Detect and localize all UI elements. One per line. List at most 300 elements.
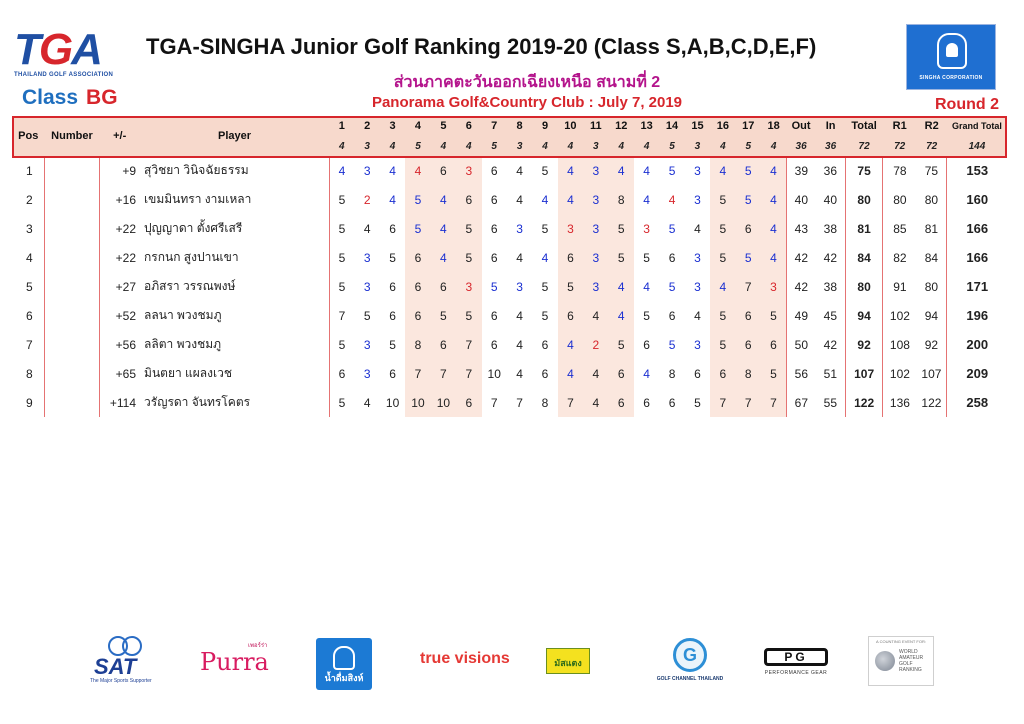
player-name: ลลนา พวงชมภู [144,308,222,322]
hole-3-score: 6 [389,308,396,323]
hole-14-score: 6 [668,308,676,323]
hole-9-score: 8 [541,395,549,410]
hole-5-score: 7 [431,359,456,388]
number-cell [45,301,100,330]
player-name: ลลิตา พวงชมภู [144,337,222,351]
r1-cell: 102 [883,359,917,388]
in-cell: 38 [823,279,837,294]
table-row [12,301,1007,330]
hole-1-score: 7 [329,301,354,330]
score-table [12,116,1007,417]
out-cell: 67 [786,388,815,417]
hole-18-score: 7 [761,388,786,417]
par-r1: 72 [894,140,906,152]
grand-total-cell: 166 [947,214,1007,243]
hole-6-score: 5 [456,214,481,243]
plusminus-cell: +52 [115,308,137,323]
plusminus-cell: +114 [109,395,137,410]
table-row [12,272,1007,301]
hole-6-score: 6 [456,185,481,214]
r1-cell: 85 [883,214,917,243]
plusminus-cell: +22 [115,221,137,236]
class-prefix: Class [22,86,79,109]
hole-11-score: 3 [583,156,608,185]
hole-16-score: 5 [710,243,735,272]
hole-1-score: 5 [329,272,354,301]
hole-8-header: 8 [516,120,523,132]
par-11: 3 [593,140,599,152]
hole-3-score: 4 [389,163,396,178]
par-4: 5 [415,140,421,152]
hole-13-score: 4 [643,192,650,207]
total-cell: 75 [845,156,883,185]
hole-9-score: 6 [541,337,549,352]
par-16: 4 [720,140,726,152]
r2-cell: 75 [924,163,939,178]
round-label: Round 2 [935,96,999,113]
number-cell [45,359,100,388]
r2-cell: 94 [924,308,939,323]
pos-cell: 5 [26,279,33,294]
par-17: 5 [745,140,752,152]
hole-15-score: 3 [694,279,701,294]
hole-9-score: 5 [541,163,549,178]
hole-13-score: 4 [643,163,650,178]
par-r2: 72 [926,140,938,152]
col-number: Number [51,130,93,142]
hole-7-score: 5 [490,279,498,294]
table-row [12,330,1007,359]
hole-14-score: 5 [668,337,676,352]
hole-12-score: 5 [609,214,634,243]
hole-3-score: 5 [389,337,396,352]
truevisions-logo: true visions [420,650,510,667]
hole-11-header: 11 [590,120,602,132]
hole-7-score: 10 [487,366,501,381]
singha-corporation-logo [906,24,996,90]
table-row [12,185,1007,214]
hole-5-score: 4 [431,243,456,272]
hole-8-score: 4 [516,366,523,381]
pos-cell: 6 [26,308,33,323]
hole-16-score: 5 [710,330,735,359]
hole-1-score: 5 [329,185,354,214]
hole-2-score: 3 [363,366,371,381]
hole-14-score: 5 [668,221,676,236]
out-cell: 42 [786,272,815,301]
hole-1-score: 5 [329,388,354,417]
hole-4-score: 7 [405,359,430,388]
golf-channel-caption: GOLF CHANNEL THAILAND [656,676,724,682]
purra-logo [196,628,276,688]
hole-11-score: 4 [583,301,608,330]
grand-total-cell: 209 [947,359,1007,388]
total-cell: 122 [845,388,883,417]
col-r2: R2 [924,120,939,132]
par-5: 4 [440,140,447,152]
hole-10-score: 5 [558,272,583,301]
hole-6-score: 7 [456,330,481,359]
hole-3-score: 10 [385,395,400,410]
hole-7-score: 6 [490,163,498,178]
hole-6-header: 6 [465,120,472,132]
hole-14-score: 6 [668,395,676,410]
hole-15-score: 3 [694,163,701,178]
hole-9-score: 5 [541,279,549,294]
hole-13-score: 5 [643,308,650,323]
golf-channel-logo [656,628,724,688]
hole-17-score: 6 [736,214,761,243]
hole-17-score: 8 [736,359,761,388]
hole-9-score: 4 [541,192,549,207]
number-cell [45,185,100,214]
hole-4-score: 6 [405,272,430,301]
hole-15-score: 4 [694,221,701,236]
grand-total-cell: 171 [947,272,1007,301]
hole-4-score: 10 [405,388,430,417]
hole-10-score: 4 [558,330,583,359]
hole-13-header: 13 [640,120,653,132]
sponsor-strip [0,628,1024,698]
mustang-wordmark: มัสแตง [554,658,582,668]
waggr-top-text: A COUNTING EVENT FOR: [876,639,926,644]
player-name: เขมมินทรา งามเหลา [144,192,252,206]
hole-14-score: 4 [668,192,676,207]
hole-9-header: 9 [541,120,549,132]
pos-cell: 1 [26,163,33,178]
venue-date: Panorama Golf&Country Club : July 7, 2019 [371,94,683,111]
hole-15-score: 3 [694,192,701,207]
hole-5-score: 10 [431,388,456,417]
tga-logo: TGA THAILAND GOLF ASSOCIATION [14,30,116,82]
grand-total-cell: 160 [947,185,1007,214]
hole-7-header: 7 [491,120,498,132]
hole-18-score: 4 [761,243,786,272]
out-cell: 39 [786,156,815,185]
player-name: ปุญญาดา ตั้งศรีเสรี [144,221,243,235]
golf-channel-icon [673,638,707,672]
hole-12-score: 4 [609,272,634,301]
hole-5-score: 6 [431,330,456,359]
hole-4-score: 5 [405,214,430,243]
hole-12-score: 5 [609,243,634,272]
hole-16-score: 5 [710,214,735,243]
total-cell: 80 [845,272,883,301]
total-cell: 92 [845,330,883,359]
total-cell: 84 [845,243,883,272]
total-cell: 81 [845,214,883,243]
hole-15-score: 3 [694,250,701,265]
hole-1-score: 5 [329,214,354,243]
par-out: 36 [795,140,807,152]
hole-3-header: 3 [389,120,396,132]
total-cell: 107 [845,359,883,388]
r1-cell: 80 [883,185,917,214]
singha-water-caption: น้ำดื่มสิงห์ [324,673,364,683]
hole-5-score: 6 [431,156,456,185]
out-cell: 40 [786,185,815,214]
hole-1-score: 6 [329,359,354,388]
hole-8-score: 4 [516,308,523,323]
out-cell: 43 [786,214,815,243]
hole-1-score: 5 [329,330,354,359]
col-in: In [825,120,836,132]
hole-12-score: 4 [609,156,634,185]
table-row [12,359,1007,388]
page-subtitle: ส่วนภาคตะวันออกเฉียงเหนือ สนามที่ 2 [393,74,661,91]
singha-water-logo [316,638,372,690]
golf-ball-icon [875,651,895,671]
pos-cell: 8 [26,366,33,381]
hole-11-score: 3 [583,214,608,243]
plusminus-cell: +56 [115,337,137,352]
hole-5-score: 5 [431,301,456,330]
out-cell: 50 [786,330,815,359]
hole-4-score: 6 [405,243,430,272]
total-cell: 80 [845,185,883,214]
plusminus-cell: +27 [115,279,137,294]
hole-2-score: 2 [363,192,371,207]
hole-15-score: 6 [694,366,701,381]
par-15: 3 [694,140,701,152]
hole-10-score: 3 [558,214,583,243]
par-3: 4 [389,140,396,152]
hole-4-header: 4 [414,120,422,132]
par-13: 4 [643,140,650,152]
hole-17-score: 5 [736,156,761,185]
hole-14-score: 5 [668,163,676,178]
hole-8-score: 4 [516,337,523,352]
in-cell: 45 [823,308,837,323]
player-name: วรัญรดา จันทรโคตร [144,395,251,409]
hole-10-score: 6 [558,243,583,272]
plusminus-cell: +16 [115,192,137,207]
hole-8-score: 3 [516,279,523,294]
par-7: 5 [491,140,497,152]
singha-caption: SINGHA CORPORATION [919,75,983,81]
hole-18-score: 6 [761,330,786,359]
hole-3-score: 6 [389,279,396,294]
par-total: 72 [858,140,870,152]
hole-15-header: 15 [691,120,704,132]
hole-16-score: 5 [710,185,735,214]
hole-18-score: 4 [761,185,786,214]
hole-17-score: 7 [736,272,761,301]
hole-1-score: 5 [329,243,354,272]
lion-emblem-icon [937,33,967,69]
hole-6-score: 6 [456,388,481,417]
in-cell: 36 [823,163,837,178]
hole-8-score: 4 [516,250,523,265]
hole-4-score: 4 [405,156,430,185]
player-name: อภิสรา วรรณพงษ์ [144,279,236,293]
plusminus-cell: +9 [122,163,137,178]
pg-wordmark: PG [764,648,828,666]
hole-9-score: 5 [541,308,549,323]
r1-cell: 136 [883,388,917,417]
out-cell: 49 [786,301,815,330]
r1-cell: 91 [883,272,917,301]
table-row [12,388,1007,417]
hole-17-score: 6 [736,301,761,330]
pos-cell: 2 [26,192,33,207]
hole-16-header: 16 [716,120,729,132]
hole-2-score: 5 [363,308,371,323]
r2-cell: 107 [921,366,942,381]
par-14: 5 [669,140,675,152]
hole-12-score: 6 [609,388,634,417]
hole-9-score: 5 [541,221,549,236]
col-r1: R1 [892,120,907,132]
hole-8-score: 7 [516,395,523,410]
number-cell [45,156,100,185]
hole-1-header: 1 [338,120,345,132]
number-cell [45,330,100,359]
hole-13-score: 5 [643,250,650,265]
number-cell [45,214,100,243]
par-2: 3 [364,140,370,152]
hole-8-score: 3 [516,221,523,236]
hole-2-header: 2 [364,120,371,132]
par-9: 4 [542,140,548,152]
hole-18-header: 18 [767,120,780,132]
pos-cell: 9 [26,395,33,410]
grand-total-cell: 166 [947,243,1007,272]
header-row [12,116,1007,136]
hole-18-score: 3 [761,272,786,301]
hole-12-header: 12 [615,120,628,132]
par-8: 3 [516,140,523,152]
in-cell: 51 [823,366,837,381]
hole-1-score: 4 [329,156,354,185]
par-6: 4 [466,140,472,152]
hole-4-score: 8 [405,330,430,359]
hole-15-score: 3 [694,337,701,352]
total-cell: 94 [845,301,883,330]
hole-4-score: 5 [405,185,430,214]
number-cell [45,272,100,301]
score-body [12,156,1007,417]
hole-12-score: 6 [609,359,634,388]
r1-cell: 102 [883,301,917,330]
hole-18-score: 5 [761,301,786,330]
hole-15-score: 4 [694,308,701,323]
hole-17-header: 17 [742,120,755,132]
table-row [12,156,1007,185]
col-grand-total: Grand Total [952,121,1002,131]
hole-12-score: 5 [609,330,634,359]
hole-7-score: 6 [490,221,498,236]
hole-13-score: 4 [643,366,650,381]
table-row [12,243,1007,272]
hole-13-score: 6 [643,337,650,352]
pg-caption: PERFORMANCE GEAR [764,670,828,676]
r2-cell: 92 [924,337,939,352]
hole-11-score: 3 [583,243,608,272]
hole-6-score: 7 [456,359,481,388]
out-cell: 42 [786,243,815,272]
hole-2-score: 3 [363,337,371,352]
hole-8-score: 4 [516,163,523,178]
hole-17-score: 6 [736,330,761,359]
hole-2-score: 3 [363,163,371,178]
col-plusminus: +/- [113,130,127,142]
in-cell: 42 [823,250,837,265]
hole-7-score: 6 [490,192,498,207]
hole-10-header: 10 [564,120,577,132]
hole-10-score: 4 [558,359,583,388]
par-12: 4 [618,140,625,152]
hole-2-score: 3 [363,250,371,265]
waggr-wordmark: WORLD AMATEUR GOLF RANKING [899,649,924,673]
sat-logo [88,628,158,688]
plusminus-cell: +65 [115,366,137,381]
mustang-logo [546,648,590,674]
pos-cell: 3 [26,221,33,236]
hole-11-score: 3 [583,272,608,301]
r1-cell: 108 [883,330,917,359]
player-name: สุวิชยา วินิจฉัยธรรม [144,163,249,177]
purra-wordmark: Purra [200,648,269,676]
out-cell: 56 [786,359,815,388]
hole-5-header: 5 [440,120,447,132]
hole-10-score: 4 [558,185,583,214]
hole-6-score: 5 [456,301,481,330]
hole-7-score: 7 [490,395,498,410]
hole-18-score: 5 [761,359,786,388]
grand-total-cell: 200 [947,330,1007,359]
hole-11-score: 4 [583,359,608,388]
hole-3-score: 6 [389,221,396,236]
sat-wordmark: SAT [94,654,137,679]
hole-14-score: 5 [668,279,676,294]
player-name: กรกนก สูงปานเขา [144,250,239,264]
page-title: TGA-SINGHA Junior Golf Ranking 2019-20 (Class S,A,B,C,D,E,F) [146,34,817,59]
hole-5-score: 4 [431,185,456,214]
number-cell [45,243,100,272]
lion-icon [333,646,355,670]
r2-cell: 84 [924,250,939,265]
hole-7-score: 6 [490,250,498,265]
hole-2-score: 3 [363,279,371,294]
hole-16-score: 7 [710,388,735,417]
hole-16-score: 4 [710,156,735,185]
hole-5-score: 6 [431,272,456,301]
hole-13-score: 4 [643,279,650,294]
hole-17-score: 5 [736,243,761,272]
tga-logo-subtext: THAILAND GOLF ASSOCIATION [14,72,114,78]
hole-11-score: 3 [583,185,608,214]
col-out: Out [791,120,811,132]
pos-cell: 4 [26,250,33,265]
hole-3-score: 6 [389,366,396,381]
par-18: 4 [770,140,777,152]
pos-cell: 7 [26,337,33,352]
hole-6-score: 3 [456,156,481,185]
hole-15-score: 5 [694,395,701,410]
hole-3-score: 4 [389,192,396,207]
col-pos: Pos [18,130,39,142]
hole-16-score: 5 [710,301,735,330]
par-in: 36 [825,140,837,152]
grand-total-cell: 258 [947,388,1007,417]
hole-10-score: 6 [558,301,583,330]
hole-16-score: 6 [710,359,735,388]
hole-9-score: 4 [541,250,549,265]
hole-14-score: 8 [668,366,676,381]
purra-thai: เพอร์ร่า [248,643,268,649]
r2-cell: 122 [921,395,942,410]
